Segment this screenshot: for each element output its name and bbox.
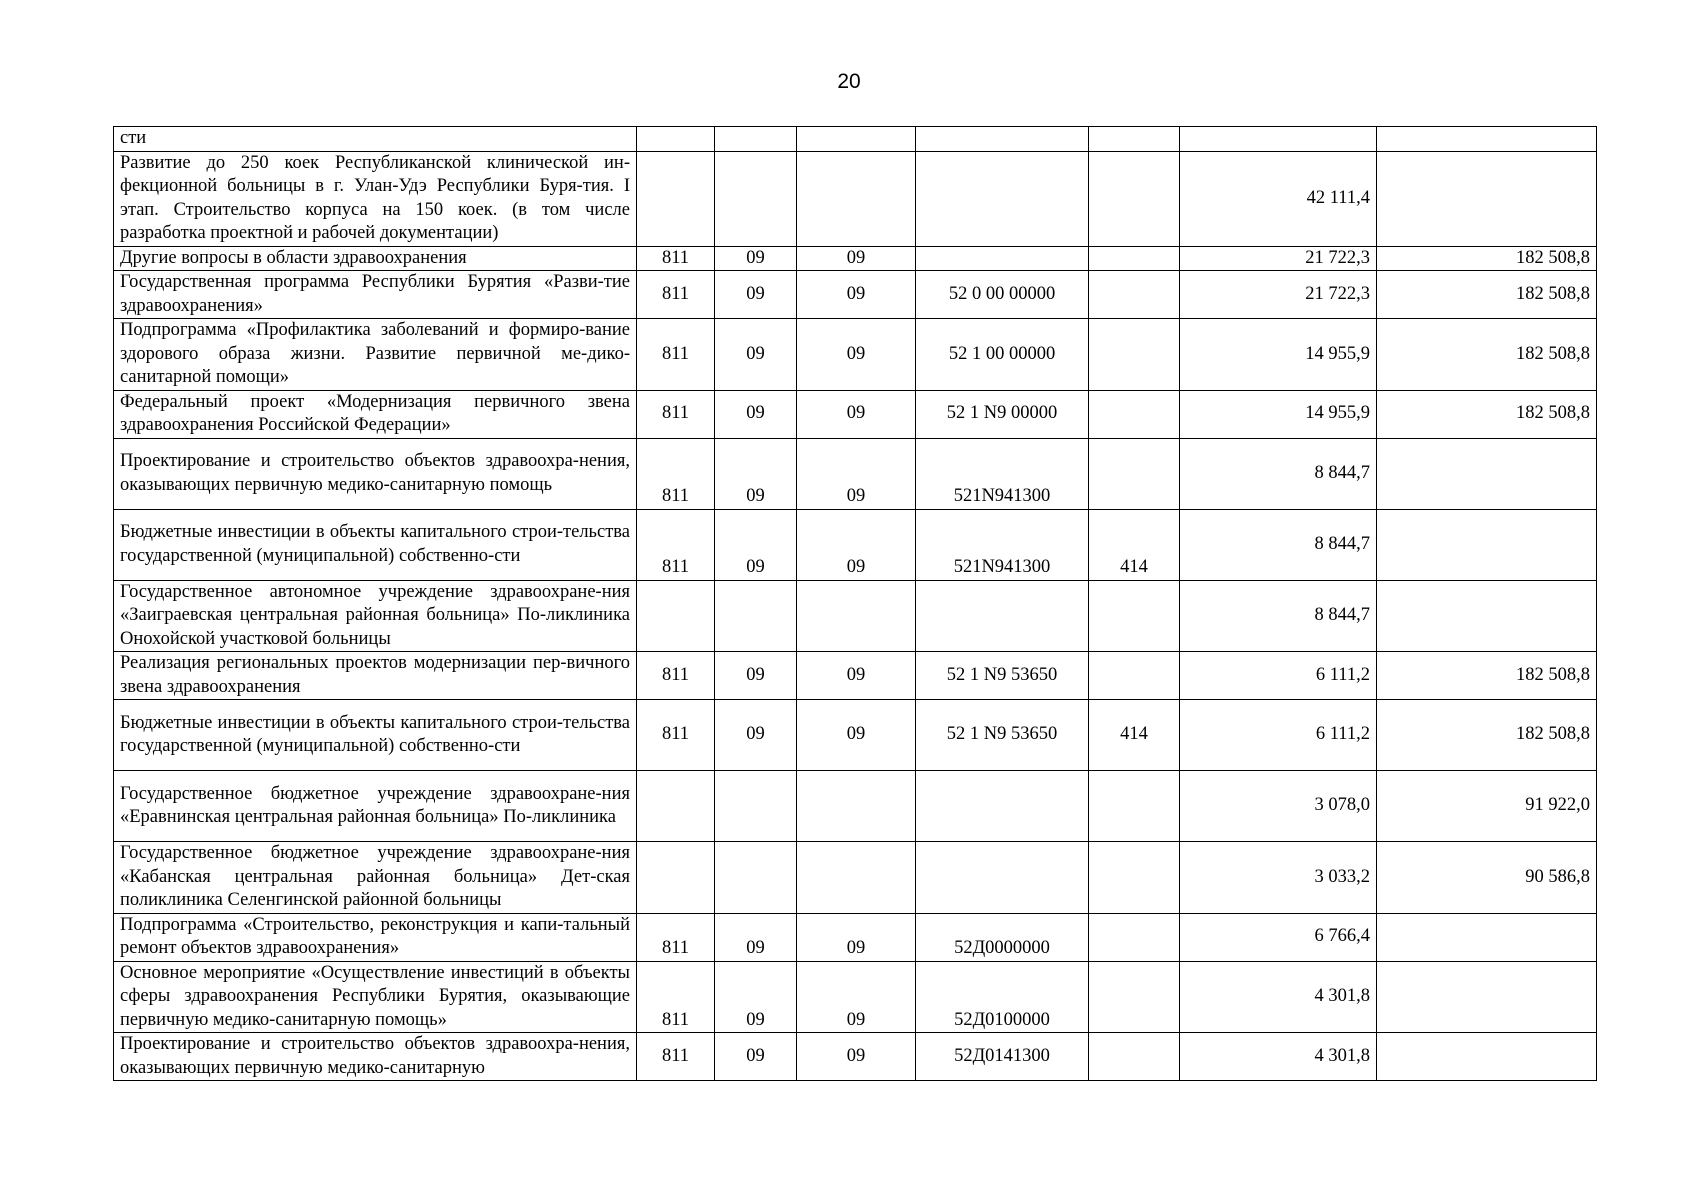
- cell-name: Развитие до 250 коек Республиканской клинической ин-фекционной больницы в г. Улан-Удэ Республики Буря-тия. I этап. Строительство корпуса на 150 коек. (в том числе разработка проектной и рабочей документации): [114, 151, 637, 246]
- cell-ministry-code: 811: [637, 652, 715, 700]
- cell-section: [715, 842, 797, 914]
- cell-name: Государственное бюджетное учреждение здравоохране-ния «Еравнинская центральная районная больница» По-ликлиника: [114, 771, 637, 842]
- cell-expense-type: [1089, 319, 1180, 391]
- cell-target-article: [916, 842, 1089, 914]
- cell-subsection: 09: [797, 271, 916, 319]
- cell-ministry-code: [637, 151, 715, 246]
- cell-name: Подпрограмма «Профилактика заболеваний и формиро-вание здорового образа жизни. Развитие первичной ме-дико-санитарной помощи»: [114, 319, 637, 391]
- cell-name: сти: [114, 127, 637, 152]
- cell-expense-type: [1089, 913, 1180, 961]
- cell-expense-type: [1089, 271, 1180, 319]
- cell-expense-type: [1089, 771, 1180, 842]
- cell-amount-2: [1377, 127, 1597, 152]
- cell-amount-1: 6 766,4: [1180, 913, 1377, 961]
- table-row: [114, 842, 1597, 914]
- cell-target-article: [916, 151, 1089, 246]
- cell-name: Бюджетные инвестиции в объекты капитального строи-тельства государственной (муниципальной) собственно-сти: [114, 700, 637, 771]
- cell-expense-type: [1089, 842, 1180, 914]
- cell-amount-2: [1377, 580, 1597, 652]
- cell-ministry-code: 811: [637, 509, 715, 580]
- cell-ministry-code: 811: [637, 246, 715, 271]
- cell-section: [715, 127, 797, 152]
- cell-amount-2: [1377, 913, 1597, 961]
- cell-ministry-code: 811: [637, 1033, 715, 1081]
- cell-amount-2: 182 508,8: [1377, 390, 1597, 438]
- cell-amount-1: 3 033,2: [1180, 842, 1377, 914]
- cell-amount-2: [1377, 961, 1597, 1033]
- table-row: [114, 580, 1597, 652]
- cell-amount-1: 3 078,0: [1180, 771, 1377, 842]
- cell-amount-2: 182 508,8: [1377, 319, 1597, 391]
- cell-expense-type: [1089, 580, 1180, 652]
- cell-target-article: [916, 771, 1089, 842]
- cell-target-article: 52 1 N9 53650: [916, 700, 1089, 771]
- table-row: [114, 246, 1597, 271]
- table-row: [114, 151, 1597, 246]
- table-row: [114, 700, 1597, 771]
- cell-section: 09: [715, 700, 797, 771]
- cell-amount-2: [1377, 1033, 1597, 1081]
- cell-section: 09: [715, 652, 797, 700]
- cell-amount-1: 21 722,3: [1180, 271, 1377, 319]
- cell-section: [715, 151, 797, 246]
- cell-subsection: 09: [797, 652, 916, 700]
- cell-expense-type: [1089, 151, 1180, 246]
- cell-expense-type: [1089, 652, 1180, 700]
- cell-section: [715, 580, 797, 652]
- cell-target-article: 52 1 00 00000: [916, 319, 1089, 391]
- cell-section: 09: [715, 913, 797, 961]
- cell-ministry-code: [637, 771, 715, 842]
- cell-subsection: 09: [797, 961, 916, 1033]
- cell-subsection: 09: [797, 1033, 916, 1081]
- cell-amount-2: 182 508,8: [1377, 246, 1597, 271]
- table-row: [114, 319, 1597, 391]
- cell-ministry-code: [637, 127, 715, 152]
- cell-amount-1: 6 111,2: [1180, 652, 1377, 700]
- cell-expense-type: [1089, 390, 1180, 438]
- cell-amount-1: 8 844,7: [1180, 580, 1377, 652]
- cell-section: 09: [715, 390, 797, 438]
- table-row: [114, 438, 1597, 509]
- cell-name: Проектирование и строительство объектов здравоохра-нения, оказывающих первичную медико-санитарную помощь: [114, 438, 637, 509]
- cell-section: 09: [715, 961, 797, 1033]
- cell-target-article: 52Д0141300: [916, 1033, 1089, 1081]
- cell-amount-1: 21 722,3: [1180, 246, 1377, 271]
- cell-subsection: 09: [797, 319, 916, 391]
- cell-subsection: [797, 127, 916, 152]
- table-row: [114, 652, 1597, 700]
- cell-amount-1: 4 301,8: [1180, 1033, 1377, 1081]
- cell-target-article: [916, 127, 1089, 152]
- cell-target-article: 52 1 N9 53650: [916, 652, 1089, 700]
- cell-amount-2: 90 586,8: [1377, 842, 1597, 914]
- cell-amount-1: 8 844,7: [1180, 509, 1377, 580]
- cell-subsection: [797, 151, 916, 246]
- table-row: [114, 771, 1597, 842]
- cell-ministry-code: 811: [637, 700, 715, 771]
- cell-amount-2: 182 508,8: [1377, 271, 1597, 319]
- table-row: [114, 509, 1597, 580]
- cell-name: Проектирование и строительство объектов здравоохра-нения, оказывающих первичную медико-санитарную: [114, 1033, 637, 1081]
- cell-ministry-code: 811: [637, 961, 715, 1033]
- cell-name: Реализация региональных проектов модернизации пер-вичного звена здравоохранения: [114, 652, 637, 700]
- cell-target-article: [916, 246, 1089, 271]
- table-row: [114, 961, 1597, 1033]
- cell-amount-1: 4 301,8: [1180, 961, 1377, 1033]
- table-row: [114, 1033, 1597, 1081]
- cell-ministry-code: 811: [637, 913, 715, 961]
- cell-expense-type: 414: [1089, 700, 1180, 771]
- cell-amount-2: 182 508,8: [1377, 652, 1597, 700]
- cell-ministry-code: 811: [637, 271, 715, 319]
- cell-amount-1: [1180, 127, 1377, 152]
- cell-expense-type: 414: [1089, 509, 1180, 580]
- cell-expense-type: [1089, 1033, 1180, 1081]
- cell-amount-2: [1377, 151, 1597, 246]
- cell-expense-type: [1089, 246, 1180, 271]
- cell-amount-1: 6 111,2: [1180, 700, 1377, 771]
- cell-section: 09: [715, 246, 797, 271]
- table-row: [114, 913, 1597, 961]
- cell-section: 09: [715, 319, 797, 391]
- cell-name: Федеральный проект «Модернизация первичного звена здравоохранения Российской Федерации»: [114, 390, 637, 438]
- cell-section: 09: [715, 1033, 797, 1081]
- table-row: [114, 271, 1597, 319]
- cell-section: 09: [715, 509, 797, 580]
- cell-name: Государственное автономное учреждение здравоохране-ния «Заиграевская центральная районная больница» По-ликлиника Онохойской участковой больницы: [114, 580, 637, 652]
- cell-subsection: 09: [797, 700, 916, 771]
- cell-ministry-code: [637, 842, 715, 914]
- table-body: [114, 127, 1597, 1081]
- cell-subsection: [797, 842, 916, 914]
- cell-target-article: 52 1 N9 00000: [916, 390, 1089, 438]
- cell-expense-type: [1089, 438, 1180, 509]
- page-number: 20: [837, 70, 861, 93]
- cell-target-article: 521N941300: [916, 438, 1089, 509]
- cell-target-article: 52 0 00 00000: [916, 271, 1089, 319]
- cell-amount-1: 14 955,9: [1180, 319, 1377, 391]
- cell-expense-type: [1089, 127, 1180, 152]
- cell-section: [715, 771, 797, 842]
- cell-name: Основное мероприятие «Осуществление инвестиций в объекты сферы здравоохранения Республики Бурятия, оказывающие первичную медико-санитарную помощь»: [114, 961, 637, 1033]
- cell-amount-2: 91 922,0: [1377, 771, 1597, 842]
- table-row: [114, 390, 1597, 438]
- cell-name: Государственное бюджетное учреждение здравоохране-ния «Кабанская центральная районная больница» Дет-ская поликлиника Селенгинской районной больницы: [114, 842, 637, 914]
- cell-target-article: 52Д0000000: [916, 913, 1089, 961]
- cell-subsection: 09: [797, 509, 916, 580]
- cell-name: Подпрограмма «Строительство, реконструкция и капи-тальный ремонт объектов здравоохранения»: [114, 913, 637, 961]
- cell-amount-2: 182 508,8: [1377, 700, 1597, 771]
- cell-subsection: 09: [797, 246, 916, 271]
- cell-amount-1: 14 955,9: [1180, 390, 1377, 438]
- cell-section: 09: [715, 271, 797, 319]
- cell-target-article: 521N941300: [916, 509, 1089, 580]
- cell-subsection: 09: [797, 913, 916, 961]
- cell-target-article: 52Д0100000: [916, 961, 1089, 1033]
- budget-table: [113, 126, 1597, 1081]
- cell-expense-type: [1089, 961, 1180, 1033]
- cell-subsection: 09: [797, 438, 916, 509]
- cell-amount-2: [1377, 509, 1597, 580]
- cell-amount-1: 42 111,4: [1180, 151, 1377, 246]
- cell-name: Государственная программа Республики Бурятия «Разви-тие здравоохранения»: [114, 271, 637, 319]
- cell-name: Другие вопросы в области здравоохранения: [114, 246, 637, 271]
- cell-section: 09: [715, 438, 797, 509]
- cell-subsection: [797, 771, 916, 842]
- cell-amount-1: 8 844,7: [1180, 438, 1377, 509]
- table-row: [114, 127, 1597, 152]
- cell-subsection: 09: [797, 390, 916, 438]
- cell-subsection: [797, 580, 916, 652]
- cell-ministry-code: [637, 580, 715, 652]
- cell-name: Бюджетные инвестиции в объекты капитального строи-тельства государственной (муниципальной) собственно-сти: [114, 509, 637, 580]
- cell-ministry-code: 811: [637, 319, 715, 391]
- cell-ministry-code: 811: [637, 438, 715, 509]
- cell-target-article: [916, 580, 1089, 652]
- cell-ministry-code: 811: [637, 390, 715, 438]
- cell-amount-2: [1377, 438, 1597, 509]
